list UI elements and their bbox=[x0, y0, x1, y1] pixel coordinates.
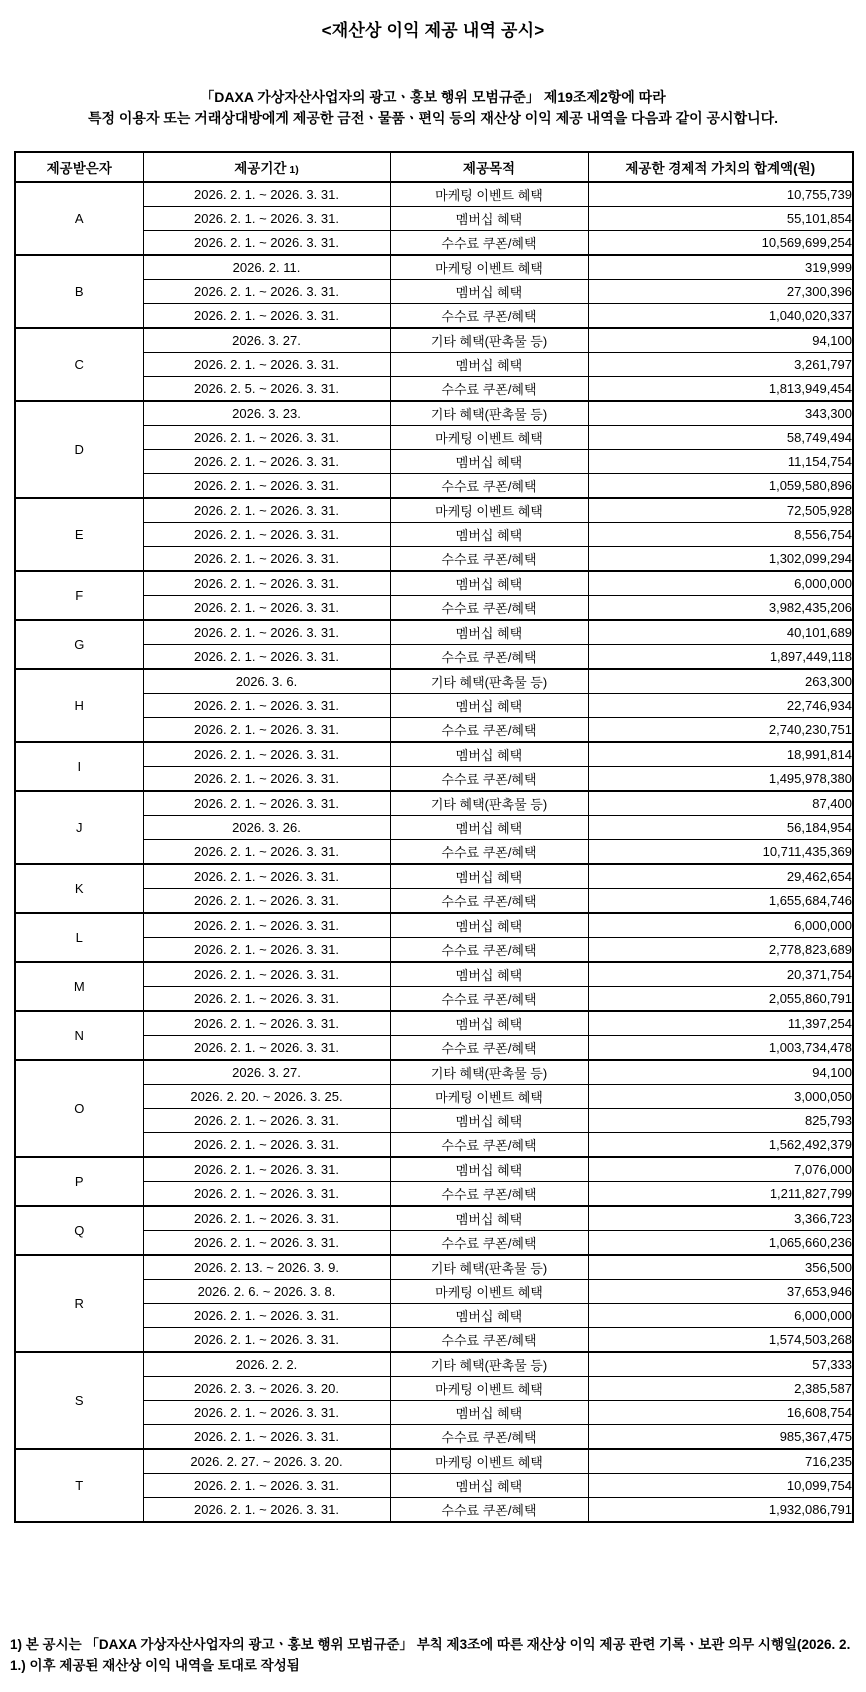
amount-cell: 11,397,254 bbox=[588, 1011, 853, 1036]
purpose-cell: 멤버십 혜택 bbox=[390, 353, 588, 377]
amount-cell: 10,569,699,254 bbox=[588, 231, 853, 256]
purpose-cell: 기타 혜택(판촉물 등) bbox=[390, 1255, 588, 1280]
amount-cell: 3,261,797 bbox=[588, 353, 853, 377]
period-cell: 2026. 2. 1. ~ 2026. 3. 31. bbox=[143, 620, 390, 645]
period-cell: 2026. 2. 2. bbox=[143, 1352, 390, 1377]
recipient-cell: N bbox=[15, 1011, 143, 1060]
period-cell: 2026. 2. 1. ~ 2026. 3. 31. bbox=[143, 1206, 390, 1231]
amount-cell: 57,333 bbox=[588, 1352, 853, 1377]
table-row bbox=[15, 498, 853, 523]
amount-cell: 1,065,660,236 bbox=[588, 1231, 853, 1256]
table-row bbox=[15, 1157, 853, 1182]
amount-cell: 94,100 bbox=[588, 328, 853, 353]
period-cell: 2026. 2. 1. ~ 2026. 3. 31. bbox=[143, 1231, 390, 1256]
amount-cell: 356,500 bbox=[588, 1255, 853, 1280]
recipient-cell: Q bbox=[15, 1206, 143, 1255]
amount-cell: 2,055,860,791 bbox=[588, 987, 853, 1012]
recipient-cell: K bbox=[15, 864, 143, 913]
purpose-cell: 멤버십 혜택 bbox=[390, 962, 588, 987]
amount-cell: 20,371,754 bbox=[588, 962, 853, 987]
amount-cell: 72,505,928 bbox=[588, 498, 853, 523]
amount-cell: 1,495,978,380 bbox=[588, 767, 853, 792]
purpose-cell: 기타 혜택(판촉물 등) bbox=[390, 401, 588, 426]
period-cell: 2026. 2. 1. ~ 2026. 3. 31. bbox=[143, 498, 390, 523]
amount-cell: 985,367,475 bbox=[588, 1425, 853, 1450]
purpose-cell: 기타 혜택(판촉물 등) bbox=[390, 1352, 588, 1377]
purpose-cell: 마케팅 이벤트 혜택 bbox=[390, 498, 588, 523]
period-cell: 2026. 2. 1. ~ 2026. 3. 31. bbox=[143, 767, 390, 792]
period-cell: 2026. 3. 27. bbox=[143, 328, 390, 353]
amount-cell: 18,991,814 bbox=[588, 742, 853, 767]
amount-cell: 3,000,050 bbox=[588, 1085, 853, 1109]
amount-cell: 1,574,503,268 bbox=[588, 1328, 853, 1353]
period-cell: 2026. 2. 13. ~ 2026. 3. 9. bbox=[143, 1255, 390, 1280]
table-row bbox=[15, 255, 853, 280]
amount-cell: 1,655,684,746 bbox=[588, 889, 853, 914]
purpose-cell: 수수료 쿠폰/혜택 bbox=[390, 645, 588, 670]
amount-cell: 87,400 bbox=[588, 791, 853, 816]
period-cell: 2026. 2. 1. ~ 2026. 3. 31. bbox=[143, 231, 390, 256]
amount-cell: 1,003,734,478 bbox=[588, 1036, 853, 1061]
recipient-cell: G bbox=[15, 620, 143, 669]
table-row bbox=[15, 1060, 853, 1085]
period-cell: 2026. 2. 1. ~ 2026. 3. 31. bbox=[143, 1328, 390, 1353]
purpose-cell: 멤버십 혜택 bbox=[390, 1157, 588, 1182]
amount-cell: 2,778,823,689 bbox=[588, 938, 853, 963]
purpose-cell: 멤버십 혜택 bbox=[390, 450, 588, 474]
purpose-cell: 수수료 쿠폰/혜택 bbox=[390, 987, 588, 1012]
amount-cell: 29,462,654 bbox=[588, 864, 853, 889]
purpose-cell: 멤버십 혜택 bbox=[390, 1474, 588, 1498]
purpose-cell: 수수료 쿠폰/혜택 bbox=[390, 718, 588, 743]
recipient-cell: R bbox=[15, 1255, 143, 1352]
amount-cell: 55,101,854 bbox=[588, 207, 853, 231]
table-row bbox=[15, 328, 853, 353]
purpose-cell: 마케팅 이벤트 혜택 bbox=[390, 1449, 588, 1474]
period-cell: 2026. 2. 1. ~ 2026. 3. 31. bbox=[143, 742, 390, 767]
purpose-cell: 기타 혜택(판촉물 등) bbox=[390, 1060, 588, 1085]
purpose-cell: 수수료 쿠폰/혜택 bbox=[390, 767, 588, 792]
amount-cell: 343,300 bbox=[588, 401, 853, 426]
amount-cell: 3,982,435,206 bbox=[588, 596, 853, 621]
recipient-cell: A bbox=[15, 182, 143, 255]
benefits-table-body bbox=[15, 182, 853, 1522]
purpose-cell: 멤버십 혜택 bbox=[390, 1109, 588, 1133]
period-cell: 2026. 2. 1. ~ 2026. 3. 31. bbox=[143, 547, 390, 572]
period-cell: 2026. 2. 6. ~ 2026. 3. 8. bbox=[143, 1280, 390, 1304]
period-cell: 2026. 2. 1. ~ 2026. 3. 31. bbox=[143, 1157, 390, 1182]
purpose-cell: 마케팅 이벤트 혜택 bbox=[390, 1085, 588, 1109]
table-row bbox=[15, 1449, 853, 1474]
purpose-cell: 마케팅 이벤트 혜택 bbox=[390, 182, 588, 207]
purpose-cell: 수수료 쿠폰/혜택 bbox=[390, 1182, 588, 1207]
purpose-cell: 멤버십 혜택 bbox=[390, 280, 588, 304]
purpose-cell: 수수료 쿠폰/혜택 bbox=[390, 1328, 588, 1353]
period-cell: 2026. 2. 20. ~ 2026. 3. 25. bbox=[143, 1085, 390, 1109]
purpose-cell: 멤버십 혜택 bbox=[390, 816, 588, 840]
amount-cell: 10,711,435,369 bbox=[588, 840, 853, 865]
amount-cell: 40,101,689 bbox=[588, 620, 853, 645]
purpose-cell: 멤버십 혜택 bbox=[390, 1011, 588, 1036]
table-row bbox=[15, 401, 853, 426]
period-cell: 2026. 2. 1. ~ 2026. 3. 31. bbox=[143, 304, 390, 329]
recipient-cell: T bbox=[15, 1449, 143, 1522]
period-cell: 2026. 2. 1. ~ 2026. 3. 31. bbox=[143, 962, 390, 987]
footnote: 1) 본 공시는 「DAXA 가상자산사업자의 광고ㆍ홍보 행위 모범규준」 부칙 제3조에 따른 재산상 이익 제공 관련 기록ㆍ보관 의무 시행일(2026. 2. 1.) 이후 제공된 재산상 이익 내역을 토대로 작성됨 bbox=[10, 1637, 851, 1673]
period-cell: 2026. 3. 27. bbox=[143, 1060, 390, 1085]
amount-cell: 8,556,754 bbox=[588, 523, 853, 547]
amount-cell: 319,999 bbox=[588, 255, 853, 280]
amount-cell: 6,000,000 bbox=[588, 1304, 853, 1328]
col-header-purpose: 제공목적 bbox=[390, 152, 588, 182]
recipient-cell: C bbox=[15, 328, 143, 401]
amount-cell: 94,100 bbox=[588, 1060, 853, 1085]
purpose-cell: 멤버십 혜택 bbox=[390, 1401, 588, 1425]
recipient-cell: S bbox=[15, 1352, 143, 1449]
period-cell: 2026. 2. 1. ~ 2026. 3. 31. bbox=[143, 1133, 390, 1158]
table-row bbox=[15, 1206, 853, 1231]
purpose-cell: 멤버십 혜택 bbox=[390, 694, 588, 718]
period-cell: 2026. 2. 1. ~ 2026. 3. 31. bbox=[143, 1474, 390, 1498]
intro-line-1: 「DAXA 가상자산사업자의 광고ㆍ홍보 행위 모범규준」 제19조제2항에 따라 bbox=[200, 89, 666, 105]
purpose-cell: 멤버십 혜택 bbox=[390, 523, 588, 547]
col-header-amount: 제공한 경제적 가치의 합계액(원) bbox=[588, 152, 853, 182]
recipient-cell: E bbox=[15, 498, 143, 571]
table-row bbox=[15, 1255, 853, 1280]
intro-paragraph bbox=[0, 87, 866, 129]
amount-cell: 2,740,230,751 bbox=[588, 718, 853, 743]
table-row bbox=[15, 962, 853, 987]
purpose-cell: 수수료 쿠폰/혜택 bbox=[390, 1036, 588, 1061]
table-row bbox=[15, 669, 853, 694]
recipient-cell: D bbox=[15, 401, 143, 498]
period-cell: 2026. 2. 1. ~ 2026. 3. 31. bbox=[143, 182, 390, 207]
amount-cell: 22,746,934 bbox=[588, 694, 853, 718]
period-cell: 2026. 2. 11. bbox=[143, 255, 390, 280]
amount-cell: 10,755,739 bbox=[588, 182, 853, 207]
period-cell: 2026. 2. 1. ~ 2026. 3. 31. bbox=[143, 1304, 390, 1328]
amount-cell: 27,300,396 bbox=[588, 280, 853, 304]
amount-cell: 1,059,580,896 bbox=[588, 474, 853, 499]
period-cell: 2026. 2. 1. ~ 2026. 3. 31. bbox=[143, 840, 390, 865]
table-row bbox=[15, 1352, 853, 1377]
period-cell: 2026. 3. 26. bbox=[143, 816, 390, 840]
period-cell: 2026. 2. 3. ~ 2026. 3. 20. bbox=[143, 1377, 390, 1401]
purpose-cell: 수수료 쿠폰/혜택 bbox=[390, 304, 588, 329]
period-footnote-ref: 1) bbox=[289, 164, 299, 176]
purpose-cell: 마케팅 이벤트 혜택 bbox=[390, 1280, 588, 1304]
period-cell: 2026. 2. 1. ~ 2026. 3. 31. bbox=[143, 1011, 390, 1036]
col-header-recipient: 제공받은자 bbox=[15, 152, 143, 182]
period-cell: 2026. 2. 1. ~ 2026. 3. 31. bbox=[143, 474, 390, 499]
amount-cell: 2,385,587 bbox=[588, 1377, 853, 1401]
period-cell: 2026. 2. 1. ~ 2026. 3. 31. bbox=[143, 791, 390, 816]
purpose-cell: 멤버십 혜택 bbox=[390, 742, 588, 767]
amount-cell: 16,608,754 bbox=[588, 1401, 853, 1425]
purpose-cell: 마케팅 이벤트 혜택 bbox=[390, 255, 588, 280]
intro-line-2: 특정 이용자 또는 거래상대방에게 제공한 금전ㆍ물품ㆍ편익 등의 재산상 이익 제공 내역을 다음과 같이 공시합니다. bbox=[87, 110, 779, 126]
period-cell: 2026. 2. 1. ~ 2026. 3. 31. bbox=[143, 1109, 390, 1133]
page-title: <재산상 이익 제공 내역 공시> bbox=[321, 21, 545, 40]
amount-cell: 1,302,099,294 bbox=[588, 547, 853, 572]
recipient-cell: H bbox=[15, 669, 143, 742]
period-cell: 2026. 3. 6. bbox=[143, 669, 390, 694]
period-cell: 2026. 2. 1. ~ 2026. 3. 31. bbox=[143, 694, 390, 718]
period-cell: 2026. 2. 1. ~ 2026. 3. 31. bbox=[143, 450, 390, 474]
purpose-cell: 멤버십 혜택 bbox=[390, 620, 588, 645]
purpose-cell: 수수료 쿠폰/혜택 bbox=[390, 596, 588, 621]
period-cell: 2026. 2. 1. ~ 2026. 3. 31. bbox=[143, 1498, 390, 1523]
purpose-cell: 기타 혜택(판촉물 등) bbox=[390, 791, 588, 816]
recipient-cell: P bbox=[15, 1157, 143, 1206]
purpose-cell: 멤버십 혜택 bbox=[390, 571, 588, 596]
purpose-cell: 멤버십 혜택 bbox=[390, 913, 588, 938]
amount-cell: 825,793 bbox=[588, 1109, 853, 1133]
amount-cell: 1,897,449,118 bbox=[588, 645, 853, 670]
amount-cell: 3,366,723 bbox=[588, 1206, 853, 1231]
period-cell: 2026. 2. 1. ~ 2026. 3. 31. bbox=[143, 1036, 390, 1061]
recipient-cell: I bbox=[15, 742, 143, 791]
purpose-cell: 수수료 쿠폰/혜택 bbox=[390, 1231, 588, 1256]
purpose-cell: 기타 혜택(판촉물 등) bbox=[390, 328, 588, 353]
table-row bbox=[15, 620, 853, 645]
amount-cell: 10,099,754 bbox=[588, 1474, 853, 1498]
recipient-cell: M bbox=[15, 962, 143, 1011]
period-cell: 2026. 2. 1. ~ 2026. 3. 31. bbox=[143, 938, 390, 963]
recipient-cell: F bbox=[15, 571, 143, 620]
benefits-table bbox=[14, 151, 854, 1523]
purpose-cell: 수수료 쿠폰/혜택 bbox=[390, 938, 588, 963]
purpose-cell: 수수료 쿠폰/혜택 bbox=[390, 1133, 588, 1158]
amount-cell: 7,076,000 bbox=[588, 1157, 853, 1182]
table-row bbox=[15, 1011, 853, 1036]
purpose-cell: 수수료 쿠폰/혜택 bbox=[390, 840, 588, 865]
amount-cell: 1,932,086,791 bbox=[588, 1498, 853, 1523]
amount-cell: 58,749,494 bbox=[588, 426, 853, 450]
period-cell: 2026. 2. 1. ~ 2026. 3. 31. bbox=[143, 1182, 390, 1207]
period-cell: 2026. 2. 1. ~ 2026. 3. 31. bbox=[143, 645, 390, 670]
period-cell: 2026. 2. 1. ~ 2026. 3. 31. bbox=[143, 207, 390, 231]
purpose-cell: 멤버십 혜택 bbox=[390, 864, 588, 889]
amount-cell: 1,211,827,799 bbox=[588, 1182, 853, 1207]
period-cell: 2026. 2. 1. ~ 2026. 3. 31. bbox=[143, 1401, 390, 1425]
period-cell: 2026. 2. 1. ~ 2026. 3. 31. bbox=[143, 571, 390, 596]
amount-cell: 11,154,754 bbox=[588, 450, 853, 474]
purpose-cell: 수수료 쿠폰/혜택 bbox=[390, 889, 588, 914]
table-row bbox=[15, 742, 853, 767]
table-row bbox=[15, 182, 853, 207]
purpose-cell: 멤버십 혜택 bbox=[390, 207, 588, 231]
amount-cell: 6,000,000 bbox=[588, 571, 853, 596]
table-row bbox=[15, 571, 853, 596]
amount-cell: 6,000,000 bbox=[588, 913, 853, 938]
amount-cell: 1,040,020,337 bbox=[588, 304, 853, 329]
period-cell: 2026. 2. 1. ~ 2026. 3. 31. bbox=[143, 718, 390, 743]
col-header-period-label: 제공기간 bbox=[234, 161, 287, 176]
amount-cell: 1,813,949,454 bbox=[588, 377, 853, 402]
period-cell: 2026. 2. 1. ~ 2026. 3. 31. bbox=[143, 596, 390, 621]
recipient-cell: J bbox=[15, 791, 143, 864]
period-cell: 2026. 2. 1. ~ 2026. 3. 31. bbox=[143, 523, 390, 547]
period-cell: 2026. 3. 23. bbox=[143, 401, 390, 426]
period-cell: 2026. 2. 5. ~ 2026. 3. 31. bbox=[143, 377, 390, 402]
purpose-cell: 수수료 쿠폰/혜택 bbox=[390, 377, 588, 402]
purpose-cell: 수수료 쿠폰/혜택 bbox=[390, 1498, 588, 1523]
amount-cell: 716,235 bbox=[588, 1449, 853, 1474]
amount-cell: 1,562,492,379 bbox=[588, 1133, 853, 1158]
table-row bbox=[15, 913, 853, 938]
period-cell: 2026. 2. 1. ~ 2026. 3. 31. bbox=[143, 864, 390, 889]
period-cell: 2026. 2. 1. ~ 2026. 3. 31. bbox=[143, 889, 390, 914]
recipient-cell: B bbox=[15, 255, 143, 328]
purpose-cell: 마케팅 이벤트 혜택 bbox=[390, 1377, 588, 1401]
purpose-cell: 기타 혜택(판촉물 등) bbox=[390, 669, 588, 694]
purpose-cell: 수수료 쿠폰/혜택 bbox=[390, 1425, 588, 1450]
table-header-row bbox=[15, 152, 853, 182]
amount-cell: 37,653,946 bbox=[588, 1280, 853, 1304]
purpose-cell: 수수료 쿠폰/혜택 bbox=[390, 231, 588, 256]
purpose-cell: 수수료 쿠폰/혜택 bbox=[390, 474, 588, 499]
col-header-period bbox=[143, 152, 390, 182]
period-cell: 2026. 2. 1. ~ 2026. 3. 31. bbox=[143, 280, 390, 304]
purpose-cell: 멤버십 혜택 bbox=[390, 1206, 588, 1231]
period-cell: 2026. 2. 1. ~ 2026. 3. 31. bbox=[143, 426, 390, 450]
recipient-cell: L bbox=[15, 913, 143, 962]
recipient-cell: O bbox=[15, 1060, 143, 1157]
purpose-cell: 마케팅 이벤트 혜택 bbox=[390, 426, 588, 450]
period-cell: 2026. 2. 1. ~ 2026. 3. 31. bbox=[143, 1425, 390, 1450]
period-cell: 2026. 2. 1. ~ 2026. 3. 31. bbox=[143, 913, 390, 938]
amount-cell: 56,184,954 bbox=[588, 816, 853, 840]
purpose-cell: 수수료 쿠폰/혜택 bbox=[390, 547, 588, 572]
amount-cell: 263,300 bbox=[588, 669, 853, 694]
table-row bbox=[15, 791, 853, 816]
table-row bbox=[15, 864, 853, 889]
period-cell: 2026. 2. 1. ~ 2026. 3. 31. bbox=[143, 353, 390, 377]
purpose-cell: 멤버십 혜택 bbox=[390, 1304, 588, 1328]
period-cell: 2026. 2. 1. ~ 2026. 3. 31. bbox=[143, 987, 390, 1012]
period-cell: 2026. 2. 27. ~ 2026. 3. 20. bbox=[143, 1449, 390, 1474]
